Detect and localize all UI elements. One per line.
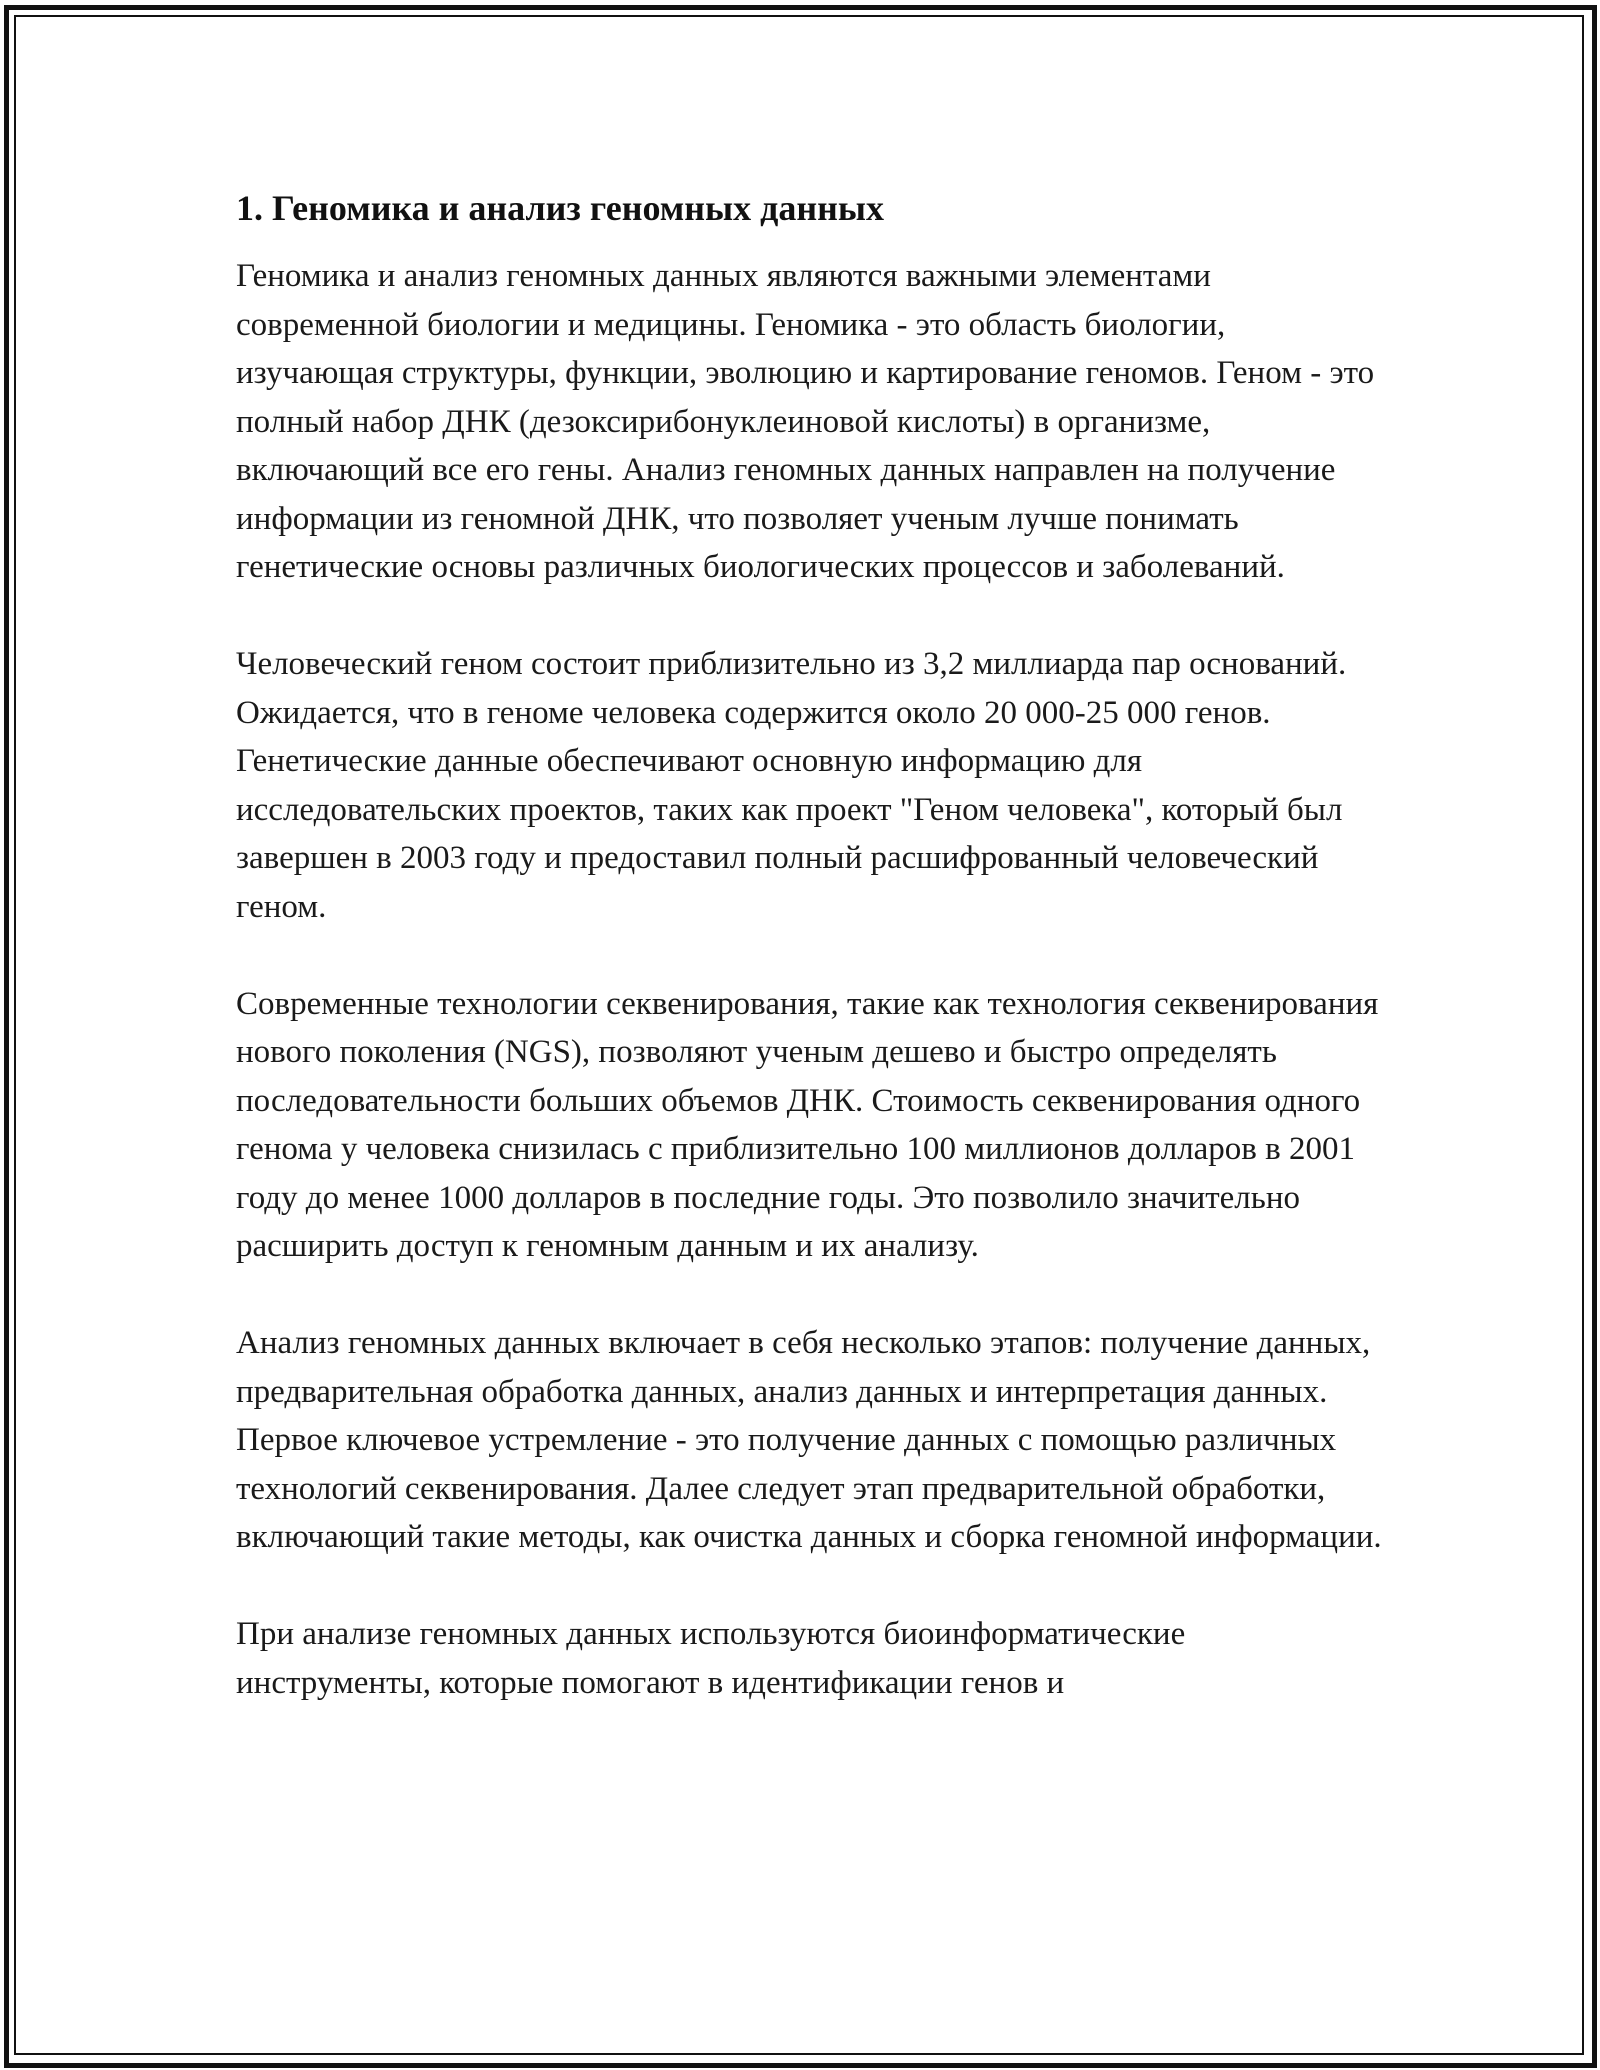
paragraph-bioinformatics-tools: При анализе геномных данных используются биоинформатические инструменты, которые помогают в идентификации генов и [236,1616,1186,1701]
paragraph-sequencing-tech: Современные технологии секвенирования, такие как технология секвенирования нового поколения (NGS), позволяют ученым дешево и быстро определять последовательности больших объемов ДНК. Стоимость секвенирования одного генома у человека снизилась с приблизительно 100 миллионов долларов в 2001 году до менее 1000 долларов в последние годы. Это позволило значительно расширить доступ к геномным данным и их анализу. [236,985,1379,1264]
paragraph-analysis-stages: Анализ геномных данных включает в себя несколько этапов: получение данных, предварительная обработка данных, анализ данных и интерпретация данных. Первое ключевое устремление - это получение данных с помощью различных технологий секвенирования. Далее следует этап предварительной обработки, включающий такие методы, как очистка данных и сборка геномной информации. [236,1325,1382,1555]
document-body [236,184,1386,1707]
section-heading: 1. Геномика и анализ геномных данных [236,188,884,228]
paragraph-genomics-intro: Геномика и анализ геномных данных являются важными элементами современной биологии и медицины. Геномика - это область биологии, изучающая структуры, функции, эволюцию и картирование геномов. Геном - это полный набор ДНК (дезоксирибонуклеиновой кислоты) в организме, включающий все его гены. Анализ геномных данных направлен на получение информации из геномной ДНК, что позволяет ученым лучше понимать генетические основы различных биологических процессов и заболеваний. [236,258,1375,585]
paragraph-human-genome: Человеческий геном состоит приблизительно из 3,2 миллиарда пар оснований. Ожидается, что в геноме человека содержится около 20 000-25 000 генов. Генетические данные обеспечивают основную информацию для исследовательских проектов, таких как проект "Геном человека", который был завершен в 2003 году и предоставил полный расшифрованный человеческий геном. [236,646,1347,925]
